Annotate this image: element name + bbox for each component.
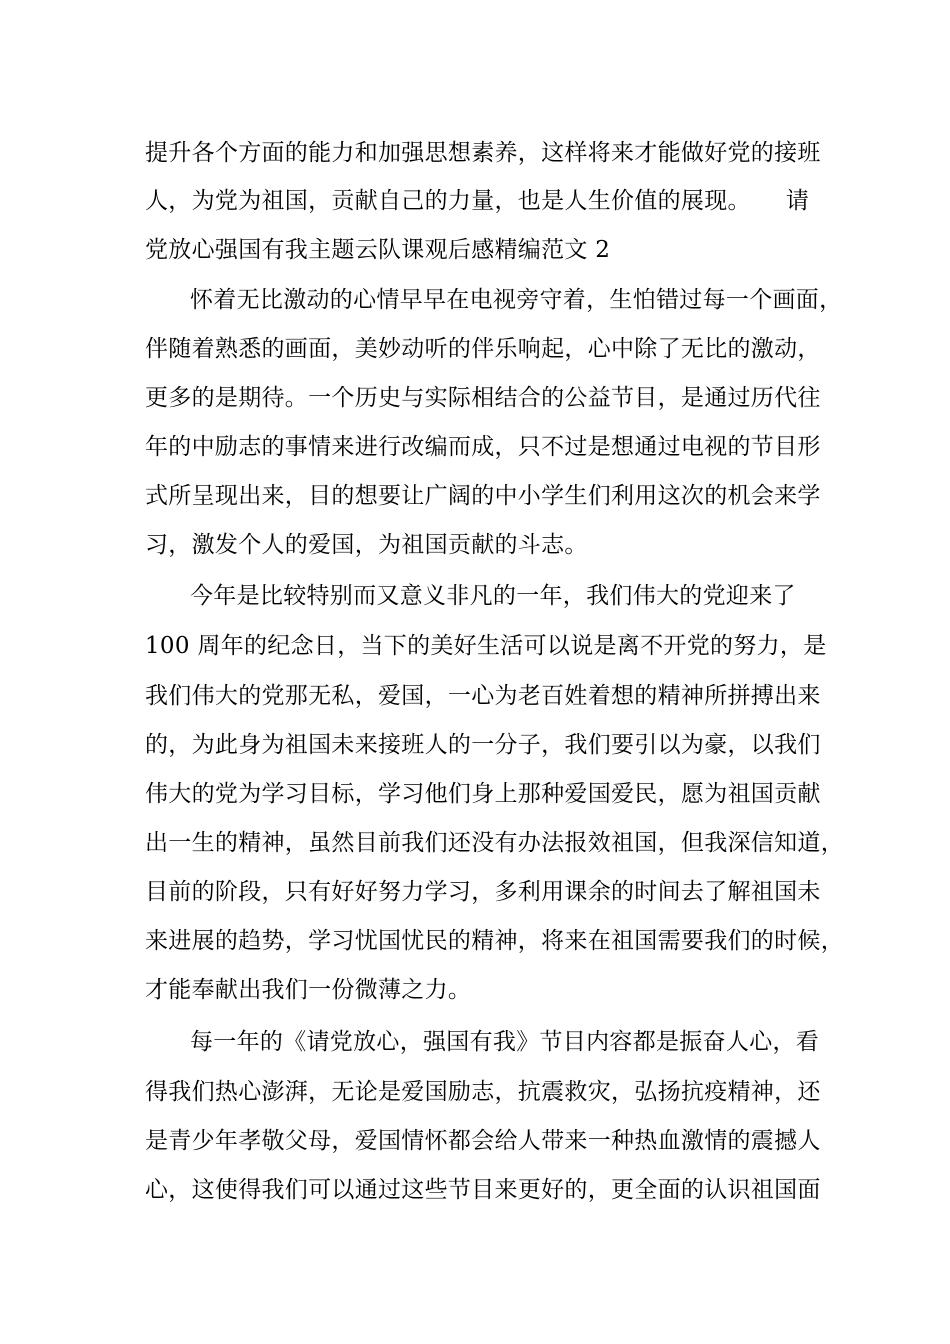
text-line: 出一生的精神，虽然目前我们还没有办法报效祖国，但我深信知道， — [145, 830, 844, 856]
text-line: 更多的是期待。一个历史与实际相结合的公益节目，是通过历代往 — [145, 385, 821, 411]
text-line: 心，这使得我们可以通过这些节目来更好的，更全面的认识祖国面 — [145, 1177, 821, 1203]
text-line: 来进展的趋势，学习忧国忧民的精神，将来在祖国需要我们的时候， — [145, 928, 844, 954]
text-line: 习，激发个人的爱国，为祖国贡献的斗志。 — [145, 532, 588, 558]
paragraph-first-line: 今年是比较特别而又意义非凡的一年，我们伟大的党迎来了 — [190, 583, 796, 609]
text-line: 伟大的党为学习目标，学习他们身上那种爱国爱民，愿为祖国贡献 — [145, 781, 821, 807]
text-line: 是青少年孝敬父母，爱国情怀都会给人带来一种热血激情的震撼人 — [145, 1128, 821, 1154]
text-line: 的，为此身为祖国未来接班人的一分子，我们要引以为豪，以我们 — [145, 732, 821, 758]
text-line: 年的中励志的事情来进行改编而成，只不过是想通过电视的节目形 — [145, 434, 821, 460]
text-line: 100 周年的纪念日，当下的美好生活可以说是离不开党的努力，是 — [145, 633, 827, 659]
text-line: 我们伟大的党那无私，爱国，一心为老百姓着想的精神所拼搏出来 — [145, 683, 821, 709]
text-line: 目前的阶段，只有好好努力学习，多利用课余的时间去了解祖国未 — [145, 879, 821, 905]
text-line: 才能奉献出我们一份微薄之力。 — [145, 977, 472, 1003]
paragraph-first-line: 怀着无比激动的心情早早在电视旁守着，生怕错过每一个画面， — [190, 287, 843, 313]
text-line: 得我们热心澎湃，无论是爱国励志，抗震救灾，弘扬抗疫精神，还 — [145, 1079, 821, 1105]
paragraph-first-line: 每一年的《请党放心，强国有我》节目内容都是振奋人心，看 — [190, 1029, 820, 1055]
text-line: 式所呈现出来，目的想要让广阔的中小学生们利用这次的机会来学 — [145, 483, 821, 509]
text-line: 人，为党为祖国，贡献自己的力量，也是人生价值的展现。 请 — [145, 188, 810, 214]
text-line: 提升各个方面的能力和加强思想素养，这样将来才能做好党的接班 — [145, 140, 821, 166]
text-line: 伴随着熟悉的画面，美妙动听的伴乐响起，心中除了无比的激动， — [145, 336, 821, 362]
text-line: 党放心强国有我主题云队课观后感精编范文 2 — [145, 237, 611, 263]
